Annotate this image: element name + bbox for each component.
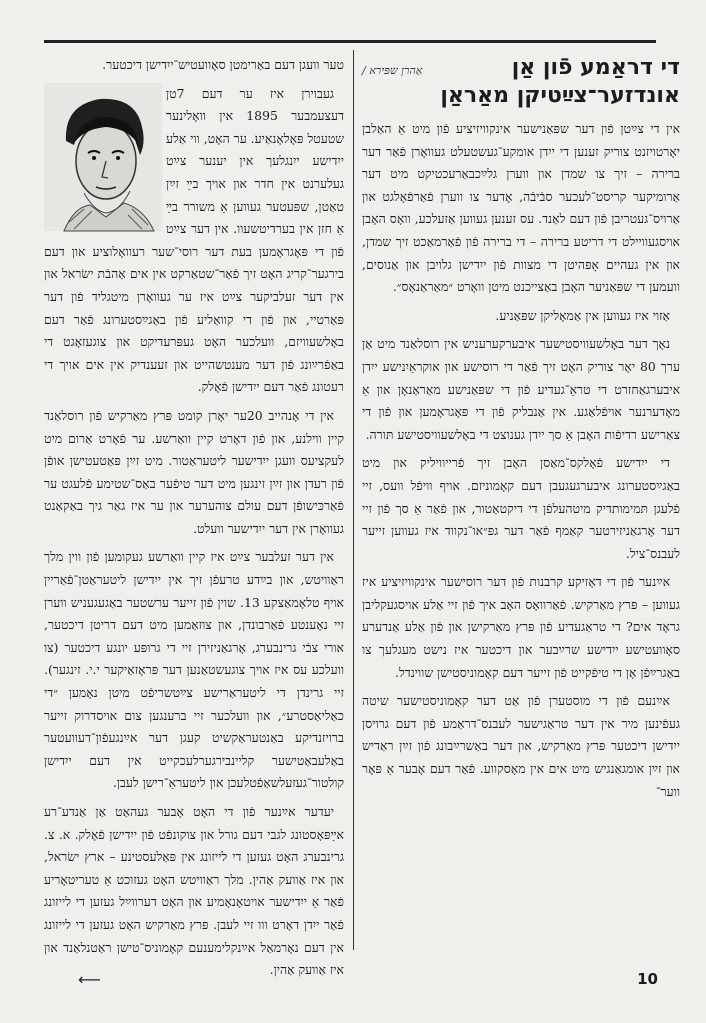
paragraph: געבוירן איז ער דעם 7טן דעצעמבער 1895 אין וואָלינער שטעטל פּאָלאָנאַיע. ער האָט, ווי אַלע ייִדישע ייִנגלעך אין יענער צײַט געלערנט אין חדר און אויך בײַ זײַן טאַטן, שפּעטער געווען אַ משורר בײַ אַ חזן אין בערדיטשעוו. אין דער צײַט פֿון די פּאָגראָמען בעת דער רוסי־שער רעוואָלוציע און דעם בירגער־קריג האָט זיך פֿאַר־שטאַרקט אין אים אַהבֿת ישׂראל און אין דער זעלביקער צײַט איז ער געוואָרן מיטגליד פֿון דער פּאַרטיי, און פֿון די קוואַליע פֿון באַגײַסטערונג פֿאַר דעם באָלשעוויזם, וועלכער האָט געפּרעדיקט און צוגעזאָגט די באַפֿרײַונג פֿון דער מענטשהייט און זעענדיק אין אים אויך די רעטונג פֿאַר דעם ייִדישן פֿאָלק. — [44, 85, 344, 395]
column-divider — [353, 50, 354, 950]
portrait-image — [44, 83, 162, 231]
portrait-sketch — [44, 83, 162, 231]
top-rule — [44, 40, 656, 43]
paragraph: אײַנער פֿון די דאָזיקע קרבנות פֿון דער רוסישער אינקוויזיציע איז געווען – פּרץ מאַרקיש. פֿאַרוואָס האָב איך פֿון זיי אַלע אויסגעקליבן גראָד אים? די טראַגעדיע פֿון פּרץ מאַרקישן און פֿון אַלע אַנדערע סאָוועטישע ייִדישע שרײַבער און דיכטער איז נישט מעגלעך צו באַגרײַפֿן אָן די טיפֿקייט פֿון זייער דעם קאָמוניסטישן שווינדל. — [362, 574, 680, 680]
paragraph: די ייִדישע פֿאָלקס־מאַסן האָבן זיך פֿרייוויליק און מיט באַגײַסטערונג איבערגעגעבן דעם קאָמוניזם. אויף וויפֿל וועס, זיי פֿלעגן תּמימותדיק מיטהעלפֿן די דיקטאַטור, און פֿאַר אַ סך פֿון זיי דער אָרגאַניזירטער קאַמף פֿאַר דער גפּ״או־נקווד איז געווען זייער לעבנס־ציל. — [362, 455, 680, 561]
paragraph: אין דער זעלבער צײַט איז קיין וואַרשע געקומען פֿון ווין מלך ראַוויטש, און בײַדע טרעפֿן זיך אין ייִדישן ליטעראַטן־פֿאַריין אויף טלאָמאַצקע 13. שוין פֿון זייער ערשטער באַגעגעניש ווערן זיי נאָענטע פֿאַרבונדן, און צוזאַמען מיט דעם דריטן דיכטער, אורי צבֿי גרינבערג, אָרגאַניזירן זיי די גרופּע יונגע דיכטער (צו וועלכע עס איז אויך צוגעשטאַנען דער פּראָזאַיקער י.י. זינגער). זיי גרינדן די ליטעראַרישע צײַטשריפֿט מיטן נאָמען ״די כאַליאַסטרע״, און וועלכער זיי ברענגען צום אויסדרוק זייער ברויזנדיקע באַנטעראַקשיט קעגן דער אײַנגעפֿון־דעוועטער באַלעבאַטישער קליינבירגערלעכקייט אין דעם ייִדישן קולטור־געזעלשאַפֿטלעכן און ליטעראַ־רישן לעבן. — [44, 549, 344, 791]
paragraph: טער וועגן דעם באַרימטן סאָוועטיש־ייִדישן דיכטער. — [102, 57, 344, 72]
left-column — [44, 54, 344, 978]
byline: אַהרן שפּירא / — [362, 64, 423, 77]
page — [26, 40, 684, 1018]
article-header — [362, 54, 680, 110]
paragraph: אַזוי איז געווען אין אַמאָליקן שפּאַניע. — [495, 307, 670, 323]
continue-arrow-icon: ⟵ — [78, 970, 101, 989]
paragraph: אײַנעם פֿון די מוסטערן פֿון אַט דער קאָמוניסטישער שיטה געפֿינען מיר אין דער טראַגישער לעבנס־דראַמע פֿון דעם גרויסן ייִדישן דיכטער פּרץ מאַרקיש, און דער באַשרײַבונג פֿון זײַן ראַדיש און זײַן אומגאַנגיש מיט אים אין מאָסקווע. פֿאַר דעם אָבער אַ פּאָר ווער־ — [362, 693, 680, 799]
paragraph: נאָך דער באָלשעוויסטישער איבערקערעניש אין רוסלאַנד מיט אַן ערך 80 יאָר צוריק האָט זיך פֿאַר די רוסישע און אוקראַיִנישע ייִדן איבערגאַחזרט די טראַ־געדיע פֿון די שפּאַנישע מאַראַנאָן און אַ מאָדערנער אויפֿלאַגע. אין אַנבליק פֿון די פּאָגראָמען און פֿון די צאַרישע רדיפֿות האָבן אַ סך ייִדן גענוצט די באָלשעוויסטישע תּורה. — [362, 336, 680, 442]
paragraph: אין די אָנהייב 20ער יאָרן קומט פּרץ מאַרקיש פֿון רוסלאַנד קיין ווילנע, און פֿון דאָרט קיין וואַרשע. ער פֿאָרט אַרום מיט לעקציעס וועגן ייִדישער ליטעראַטור. מיט זײַן פּאַטעטישן אופֿן פֿון רעדן און זײַן זינגען מיט דער טיפֿער באַס־שטימע פֿלעגט ער פֿאַרכּישופֿן דעם עולם צוהערער און ער איז גאַר גיך באַקאַנט געוואָרן אין דער ייִדישער וועלט. — [44, 407, 344, 536]
paragraph: אין די צײַטן פֿון דער שפּאַנישער אינקוויזיציע פֿון מיט אַ האַלבן יאָרטויזנט צוריק זענען די ייִדן אומקע־געשטעלט געוואָרן פֿאַר דער ברירה – זיך צו שמדן און ווערן גלײַכבאַרעכטיקט מיט דער אַרומיקער קריסט־לעכער סבֿיבֿה, אָדער צו ווערן פֿאַרפֿאָלגט און אַרויס־געטריבן פֿון דעם לאַנד. עס זענען געווען אַזעלכע, וואָס האָבן אויסגעוויילט די דריטע ברירה – די ברירה פֿון פֿאַרמאַכט זיך שמדן, און אין געהיים אָפּהיטן די מצוות פֿון ייִדישן גלויבן און אַנוסים, וועמען די שפּאַניער האָבן באַצייכנט מיטן וואָרט ״מאַראַנאָס״. — [362, 121, 680, 295]
page-number: 10 — [637, 970, 658, 988]
paragraph: יעדער אײַנער פֿון די האָט אָבער געהאַט אַן אַנדע־רע אײַפּאָסטונג לגבי דעם גורל און צוקונפֿט פֿון ייִדישן פֿאָלק. א. צ. גרינבערג האָט געזען די לייזונג אין פּאַלעסטינע – ארץ ישׂראל, און איז אַוועק אַהין. מלך ראַוויטש האָט געזוכט אַ טעריטאָריע פֿאַר אַ ייִדישער אויטאָנאָמיע און האָט דערווײַל געזען די לייזונג פֿאַר ייִדן דאָרט ווו זיי לעבן. פּרץ מאַרקיש האָט געזען די לייזונג אין דעם נאָרמאַל אײַנקלימענעם קאָמוניס־טישן ראַטנלאַנד און איז אַוועק אַהין. — [44, 804, 344, 978]
right-column — [362, 54, 680, 950]
article-title: די דראַמע פֿון אַן אונדזער־צײַטיקן מאַראַן — [440, 55, 680, 108]
